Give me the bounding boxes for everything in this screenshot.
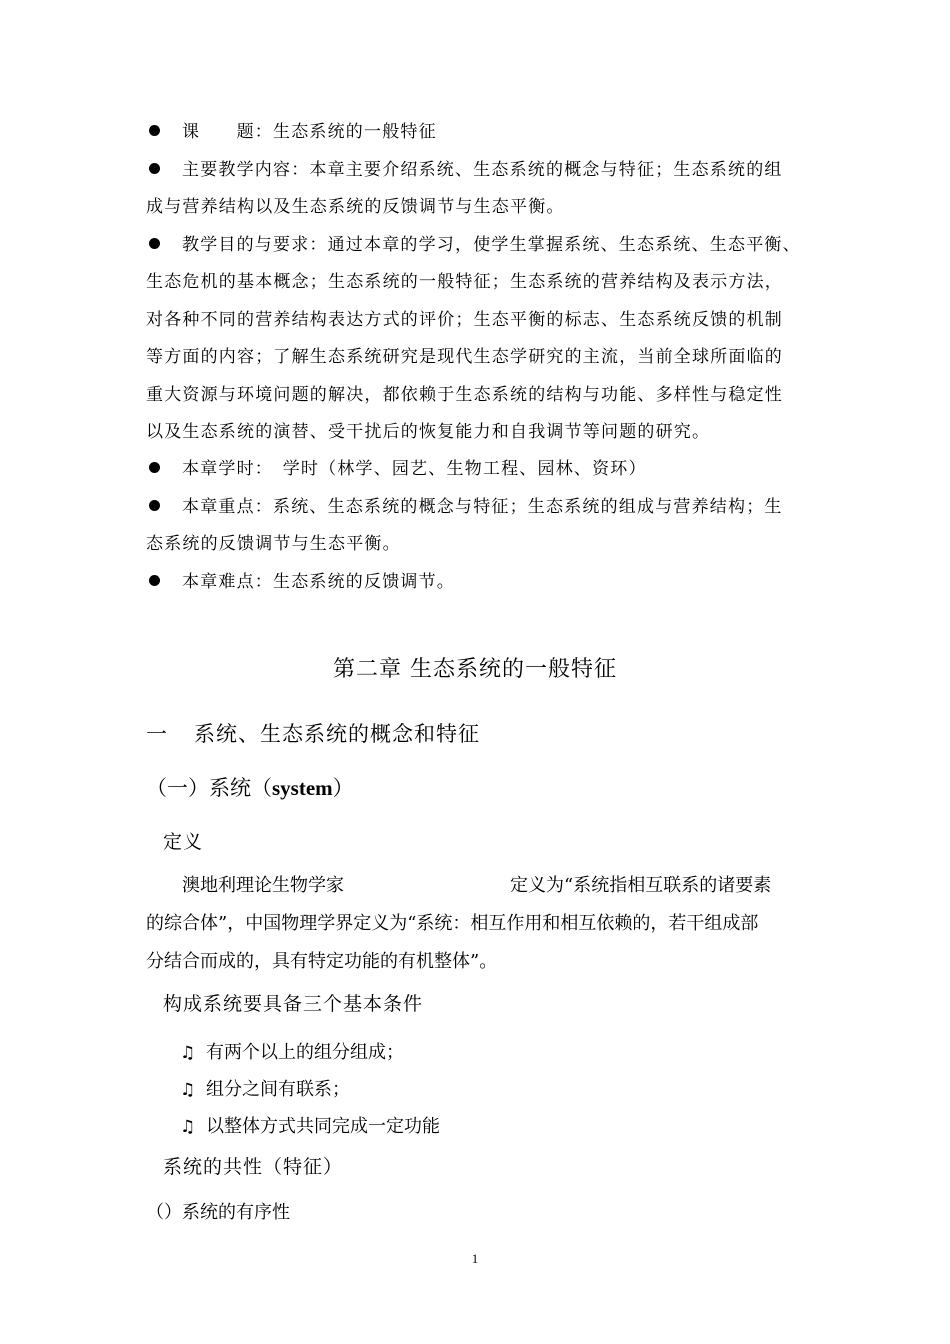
conditions-heading: 构成系统要具备三个基本条件	[163, 993, 424, 1015]
goals-line-6: 以及生态系统的演替、受干扰后的恢复能力和自我调节等问题的研究。	[146, 422, 711, 442]
definition-line-1	[182, 867, 771, 905]
definition-heading: 定义	[163, 831, 204, 853]
subsection-english: system	[272, 776, 333, 800]
section-title	[146, 718, 480, 748]
content-line-continued: 成与营养结构以及生态系统的反馈调节与生态平衡。	[146, 197, 565, 217]
key-points-line-2: 态系统的反馈调节与生态平衡。	[146, 534, 401, 554]
condition-text: 有两个以上的组分组成；	[206, 1042, 404, 1063]
bullet-icon	[149, 238, 160, 249]
commonality-heading: 系统的共性（特征）	[163, 1156, 344, 1178]
goals-line-5: 重大资源与环境问题的解决，都依赖于生态系统的结构与功能、多样性与稳定性	[146, 385, 783, 405]
definition-line-1-before: 澳地利理论生物学家	[182, 875, 344, 896]
bullet-icon	[149, 575, 160, 586]
music-note-icon: ♫	[180, 1043, 196, 1063]
content-line	[146, 152, 810, 190]
music-note-icon: ♫	[180, 1117, 196, 1137]
key-points-text: 本章重点：系统、生态系统的概念与特征；生态系统的组成与营养结构；生	[182, 497, 783, 517]
bullet-icon	[149, 163, 160, 174]
commonality-item-text: 系统的有序性	[182, 1202, 290, 1223]
hours-line	[146, 451, 810, 489]
close-paren: ）	[164, 1202, 182, 1223]
bullet-icon	[149, 125, 160, 136]
page-number: 1	[471, 1251, 479, 1266]
section-title-text: 系统、生态系统的概念和特征	[194, 722, 480, 746]
subsection-prefix: （一）系统（	[146, 776, 272, 800]
condition-item	[180, 1075, 350, 1101]
goals-line-4: 等方面的内容；了解生态系统研究是现代生态学研究的主流，当前全球所面临的	[146, 347, 783, 367]
condition-text: 组分之间有联系；	[206, 1079, 350, 1100]
bullet-icon	[149, 500, 160, 511]
goals-line-3: 对各种不同的营养结构表达方式的评价；生态平衡的标志、生态系统反馈的机制	[146, 310, 783, 330]
open-paren: （	[146, 1202, 164, 1223]
hours-text: 本章学时： 学时（林学、园艺、生物工程、园林、资环）	[182, 459, 647, 479]
difficulty-text: 本章难点：生态系统的反馈调节。	[182, 572, 455, 592]
definition-line-3: 分结合而成的，具有特定功能的有机整体”。	[146, 951, 498, 972]
commonality-item	[146, 1198, 290, 1224]
chapter-title: 第二章 生态系统的一般特征	[333, 657, 617, 682]
condition-item	[180, 1038, 404, 1064]
key-points-line	[146, 489, 810, 527]
topic-line	[146, 114, 810, 152]
music-note-icon: ♫	[180, 1080, 196, 1100]
goals-line	[146, 227, 810, 265]
bullet-icon	[149, 462, 160, 473]
goals-text: 教学目的与要求：通过本章的学习，使学生掌握系统、生态系统、生态平衡、	[182, 235, 801, 255]
condition-text: 以整体方式共同完成一定功能	[206, 1116, 440, 1137]
condition-item	[180, 1112, 440, 1138]
section-number: 一	[146, 722, 168, 746]
subsection-suffix: ）	[332, 776, 354, 800]
definition-line-2: 的综合体”，中国物理学界定义为“系统：相互作用和相互依赖的，若干组成部	[146, 913, 759, 934]
difficulty-line	[146, 564, 810, 602]
definition-line-1-after: 定义为“系统指相互联系的诸要素	[510, 875, 772, 896]
content-text: 主要教学内容：本章主要介绍系统、生态系统的概念与特征；生态系统的组	[182, 160, 783, 180]
goals-line-2: 生态危机的基本概念；生态系统的一般特征；生态系统的营养结构及表示方法，	[146, 272, 783, 292]
subsection-title	[146, 772, 354, 802]
topic-text: 课 题：生态系统的一般特征	[182, 122, 437, 142]
